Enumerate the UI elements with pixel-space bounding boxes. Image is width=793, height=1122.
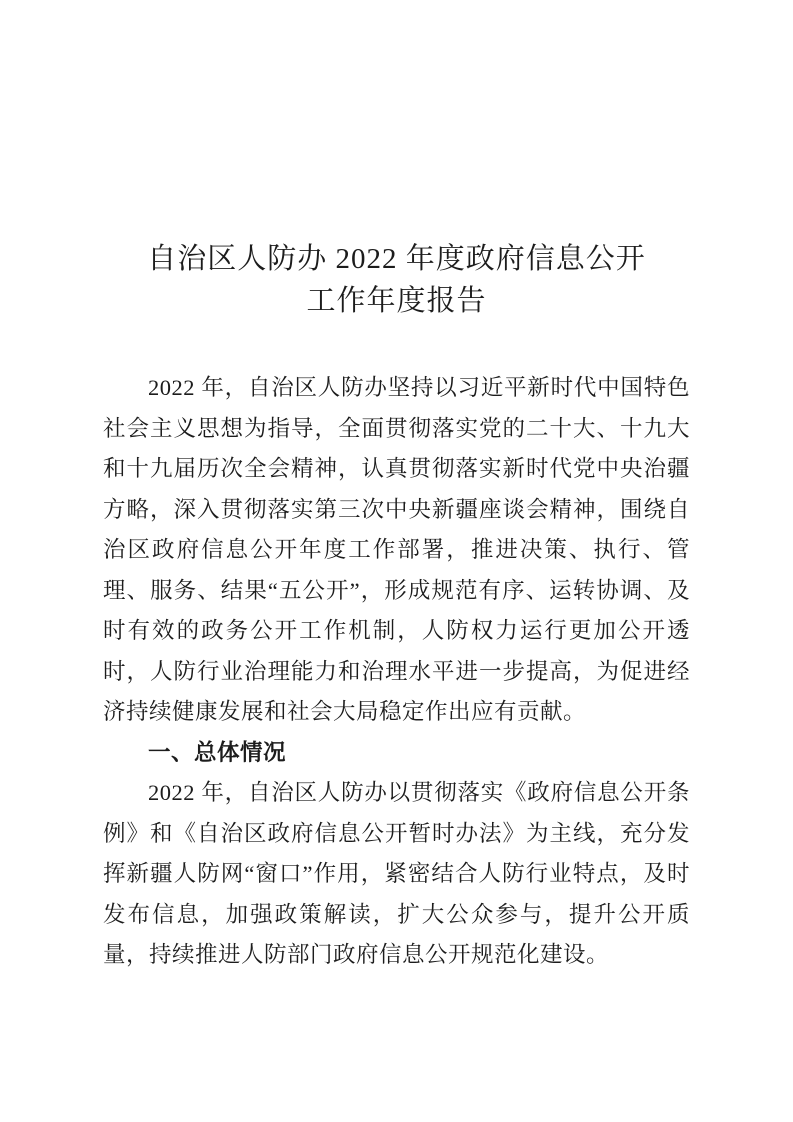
paragraph-overview: 2022 年，自治区人防办以贯彻落实《政府信息公开条例》和《自治区政府信息公开暂时办法》为主线，充分发挥新疆人防网“窗口”作用，紧密结合人防行业特点，及时发布信息，加强政策解读，扩大公众参与，提升公开质量，持续推进人防部门政府信息公开规范化建设。 [103,780,690,967]
document-title-line-1: 自治区人防办 2022 年度政府信息公开 [147,243,646,275]
section-heading-overview: 一、总体情况 [148,739,287,765]
paragraph-intro: 2022 年，自治区人防办坚持以习近平新时代中国特色社会主义思想为指导，全面贯彻落实党的二十大、十九大和十九届历次全会精神，认真贯彻落实新时代党中央治疆方略，深入贯彻落实第三次中央新疆座谈会精神，围绕自治区政府信息公开年度工作部署，推进决策、执行、管理、服务、结果“五公开”，形成规范有序、运转协调、及时有效的政务公开工作机制，人防权力运行更加公开透时，人防行业治理能力和治理水平进一步提高，为促进经济持续健康发展和社会大局稳定作出应有贡献。 [103,375,690,724]
document-title [103,238,690,322]
document-content [103,238,690,976]
document-title-line-2: 工作年度报告 [306,285,487,317]
